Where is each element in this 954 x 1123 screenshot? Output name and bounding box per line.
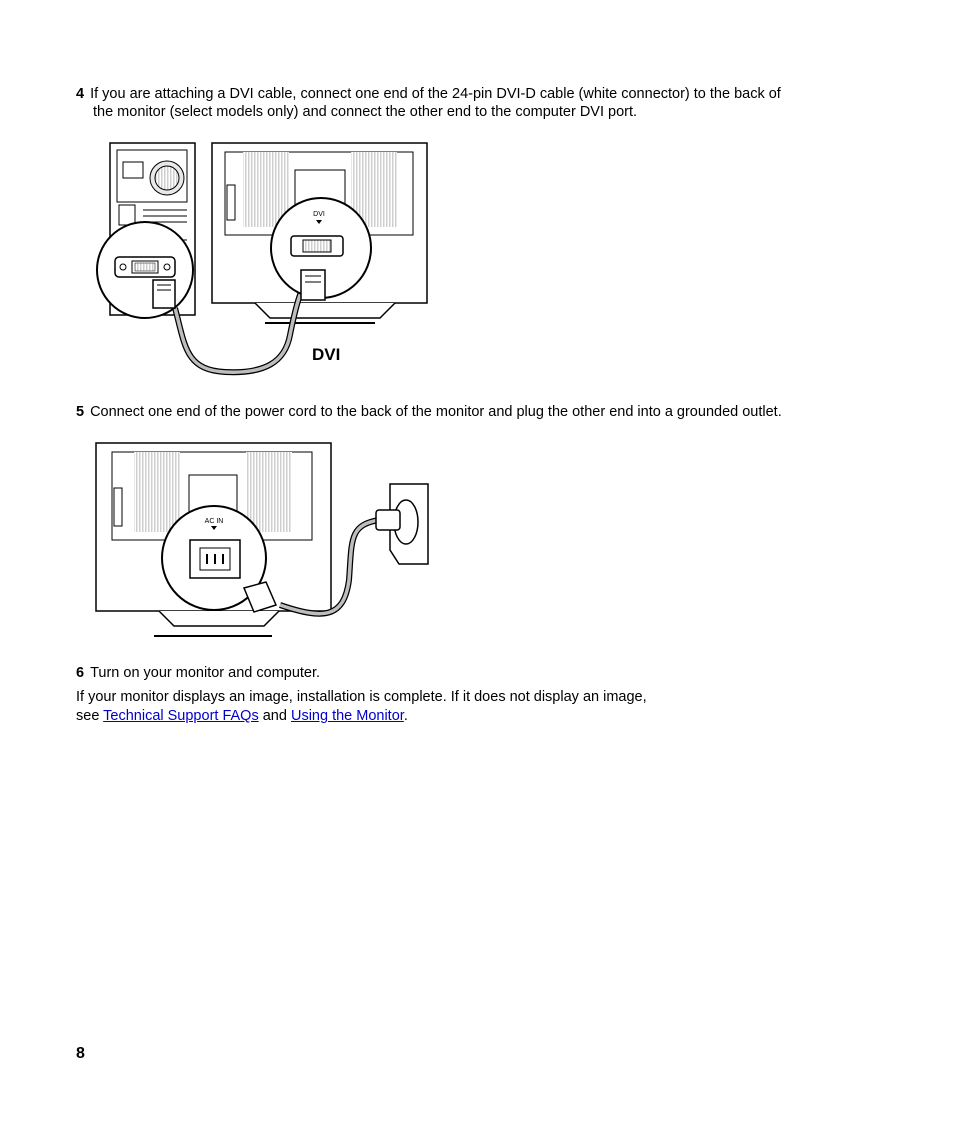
- step-text: Turn on your monitor and computer.: [90, 665, 321, 681]
- using-the-monitor-link[interactable]: Using the Monitor: [290, 708, 404, 724]
- closing-line-2: [76, 707, 647, 726]
- step-text-line-2: the monitor (select models only) and connect the other end to the computer DVI port.: [93, 104, 638, 120]
- step-text: Connect one end of the power cord to the back of the monitor and plug the other end into a grounded outlet.: [90, 404, 782, 420]
- ac-in-port-label: AC IN: [204, 518, 224, 525]
- see-text: see: [76, 708, 104, 724]
- step-number: 6: [76, 665, 85, 681]
- monitor-dvi-port-zoom: [271, 198, 371, 300]
- step-6: [76, 664, 320, 682]
- closing-paragraph: [76, 688, 647, 726]
- power-connection-illustration: [94, 440, 434, 645]
- dvi-caption: DVI: [312, 345, 341, 364]
- computer-dvi-port-zoom: [97, 222, 193, 318]
- step-number: 4: [76, 86, 85, 102]
- dvi-port-label: DVI: [313, 211, 325, 218]
- closing-line-1: If your monitor displays an image, installation is complete. If it does not display an image,: [76, 689, 647, 705]
- page-number: 8: [76, 1045, 85, 1062]
- technical-support-faqs-link[interactable]: Technical Support FAQs: [103, 708, 259, 724]
- and-text: and: [258, 708, 291, 724]
- step-4: [76, 85, 836, 121]
- step-text-line-1: If you are attaching a DVI cable, connect one end of the 24-pin DVI-D cable (white connector) to the back of: [90, 86, 781, 102]
- period-text: .: [403, 708, 408, 724]
- step-number: 5: [76, 404, 85, 420]
- step-5: [76, 403, 876, 421]
- dvi-connection-illustration: [95, 140, 435, 380]
